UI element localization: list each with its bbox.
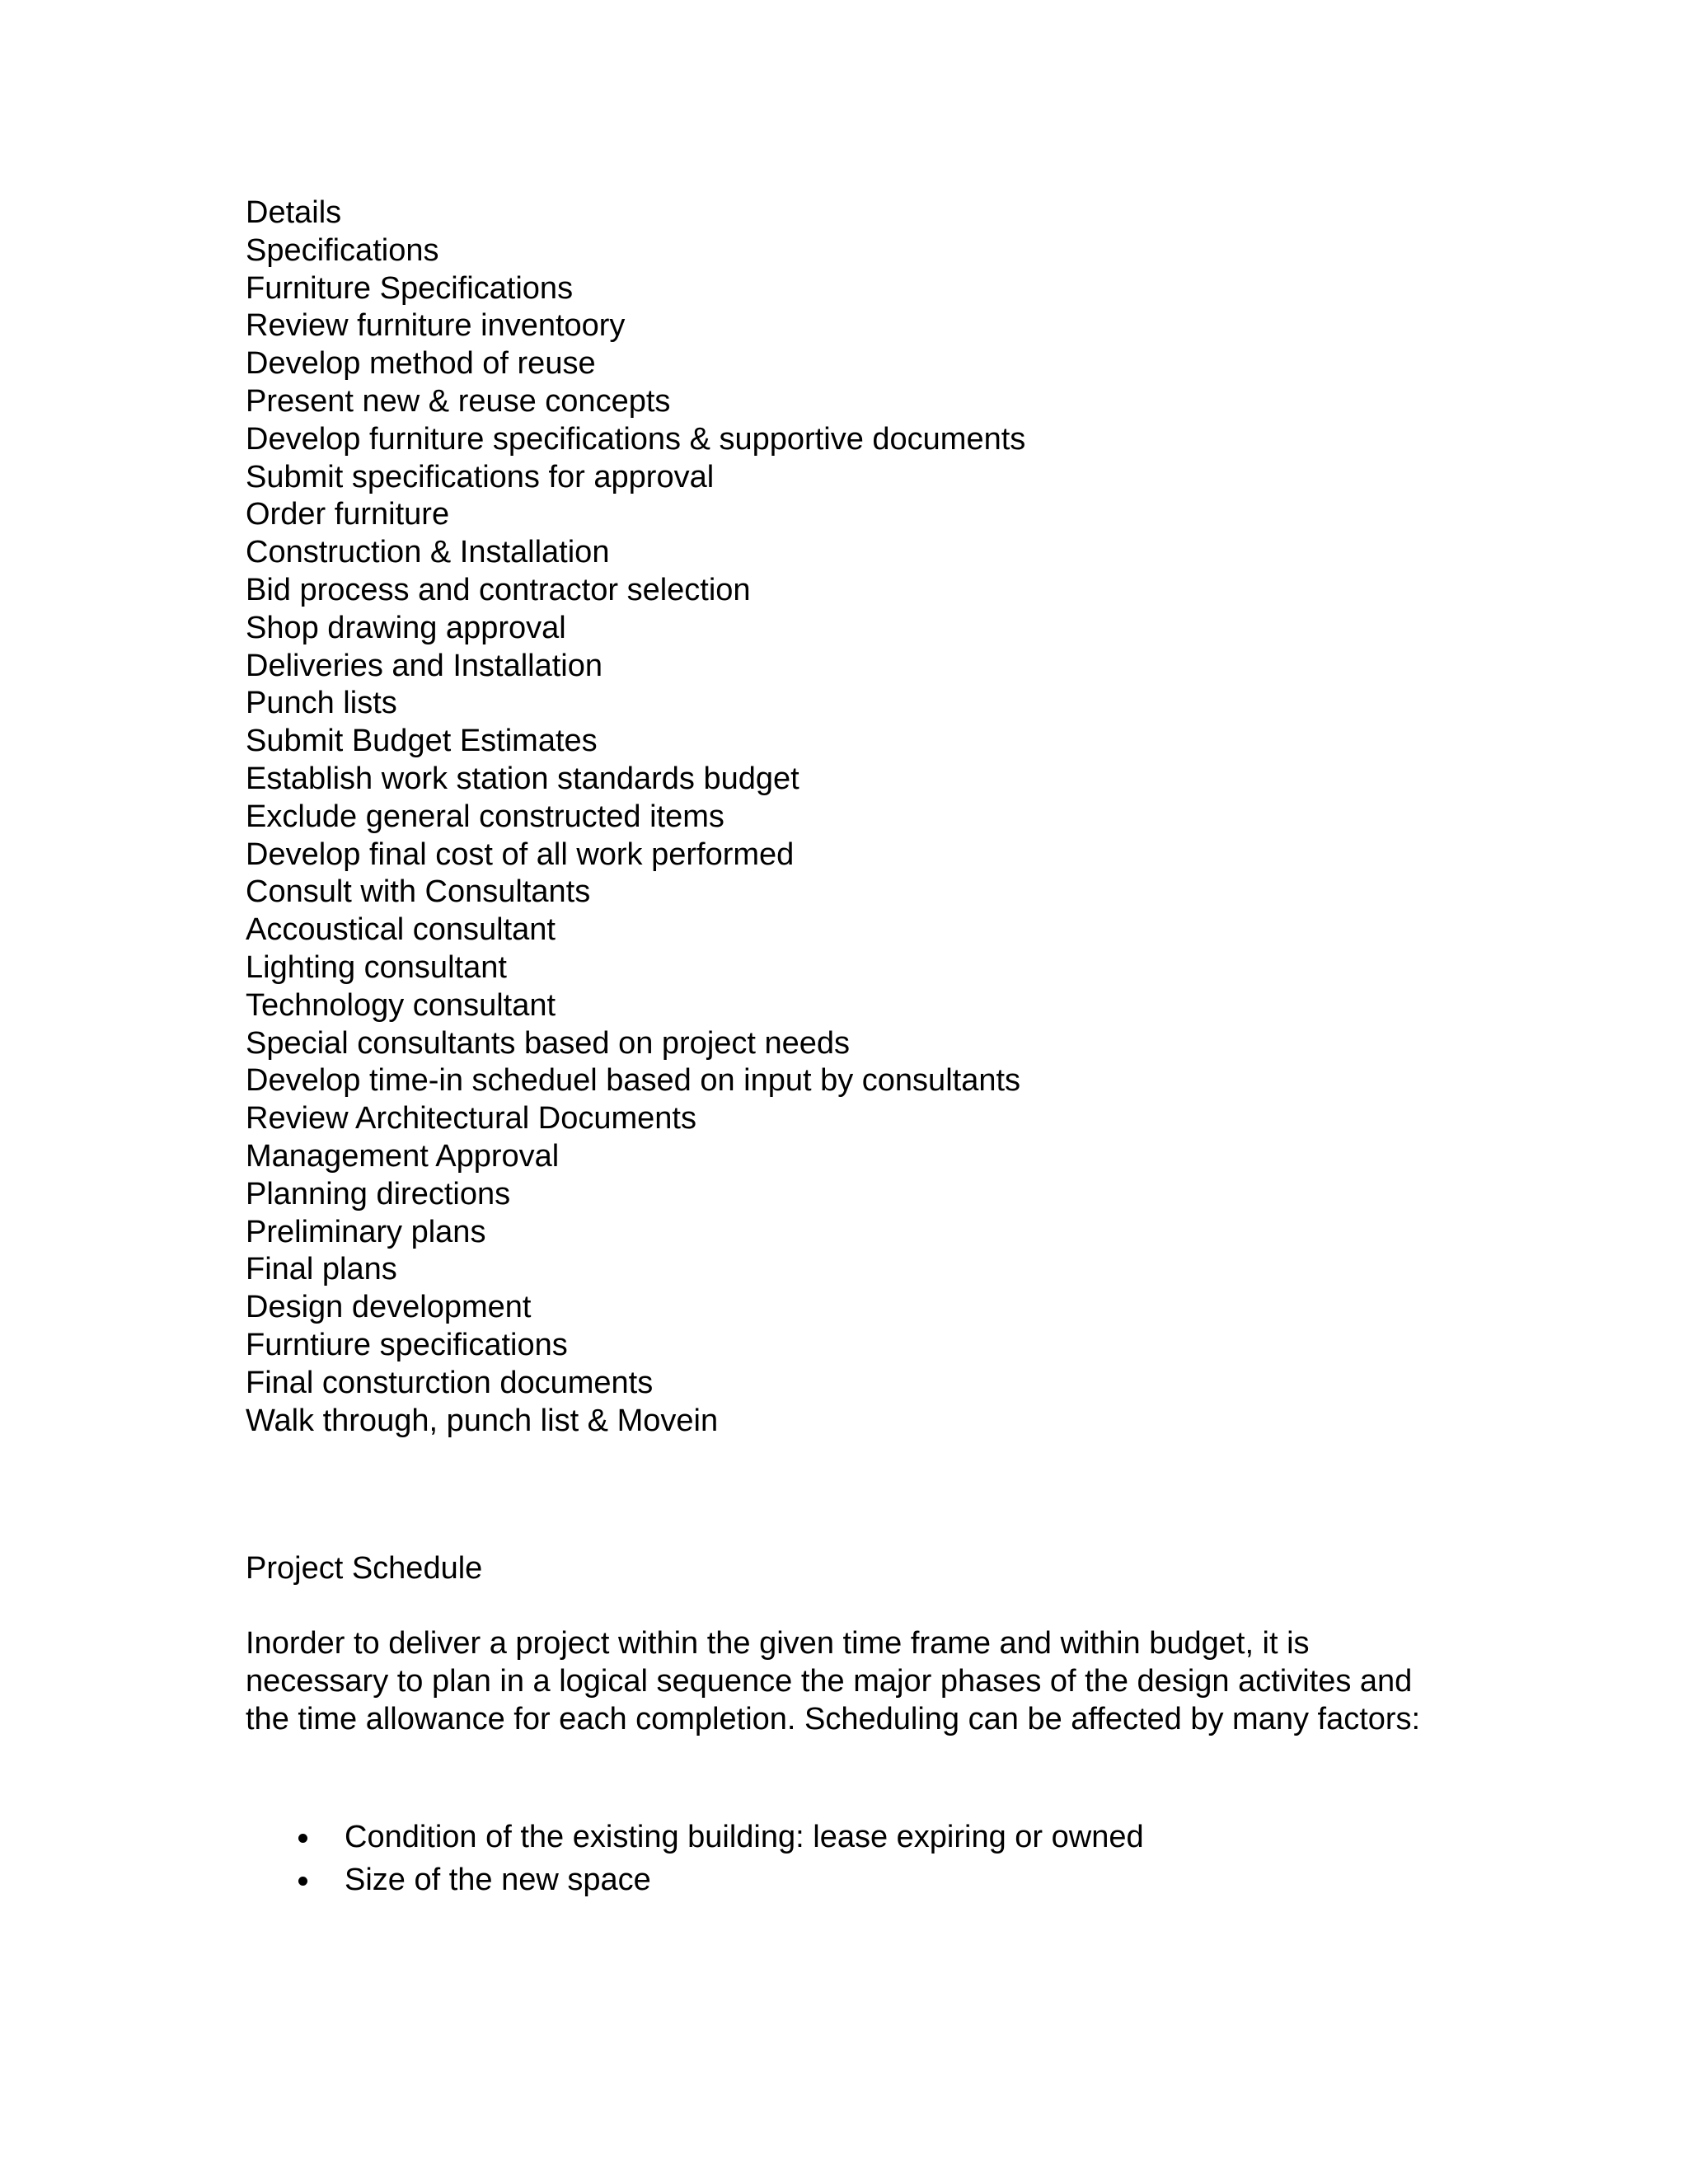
outline-item: Technology consultant [246, 987, 556, 1023]
bullet-item [246, 1858, 1144, 1901]
outline-item: Specifications [246, 232, 439, 268]
outline-item: Furniture Specifications [246, 270, 574, 306]
bullet-icon [298, 1834, 307, 1843]
outline-item: Punch lists [246, 686, 397, 721]
outline-item: Establish work station standards budget [246, 761, 799, 796]
outline-item: Develop final cost of all work performed [246, 837, 795, 872]
outline-item: Lighting consultant [246, 949, 507, 985]
outline-item: Present new & reuse concepts [246, 383, 671, 419]
outline-item: Review furniture inventoory [246, 308, 626, 344]
outline-item: Details [246, 195, 342, 230]
outline-item: Final consturction documents [246, 1365, 654, 1400]
outline-item: Bid process and contractor selection [246, 572, 751, 607]
outline-item: Accoustical consultant [246, 912, 556, 948]
outline-item: Exclude general constructed items [246, 799, 724, 834]
outline-item: Planning directions [246, 1176, 511, 1212]
outline-item: Develop furniture specifications & supportive documents [246, 421, 1026, 457]
body-paragraph: Inorder to deliver a project within the given time frame and within budget, it is necessary to plan in a logical sequence the major phases of the design activites and the time allowance for each completion. Scheduling can be affected by many factors: [246, 1626, 1421, 1736]
bullet-list [246, 1816, 1144, 1901]
outline-list [246, 194, 1482, 1440]
outline-item: Special consultants based on project needs [246, 1025, 851, 1061]
outline-item: Submit specifications for approval [246, 459, 715, 494]
section-heading: Project Schedule [246, 1551, 483, 1586]
outline-item: Walk through, punch list & Movein [246, 1403, 719, 1438]
outline-section [246, 194, 1482, 1440]
bullet-icon [298, 1877, 307, 1886]
outline-item: Furntiure specifications [246, 1327, 568, 1362]
outline-item: Design development [246, 1290, 532, 1325]
outline-item: Order furniture [246, 497, 450, 532]
bullet-item [246, 1816, 1144, 1858]
outline-item: Consult with Consultants [246, 874, 591, 910]
outline-item: Shop drawing approval [246, 610, 566, 645]
outline-item: Preliminary plans [246, 1214, 486, 1249]
outline-item: Submit Budget Estimates [246, 724, 598, 759]
outline-item: Management Approval [246, 1138, 560, 1174]
outline-item: Construction & Installation [246, 535, 610, 570]
outline-item: Develop method of reuse [246, 346, 596, 382]
outline-item: Develop time-in scheduel based on input by consultants [246, 1063, 1021, 1099]
outline-item: Final plans [246, 1252, 397, 1287]
bullet-text: Condition of the existing building: lease expiring or owned [345, 1820, 1144, 1854]
outline-item: Deliveries and Installation [246, 648, 603, 683]
bullet-text: Size of the new space [345, 1863, 651, 1897]
outline-item: Review Architectural Documents [246, 1101, 696, 1137]
